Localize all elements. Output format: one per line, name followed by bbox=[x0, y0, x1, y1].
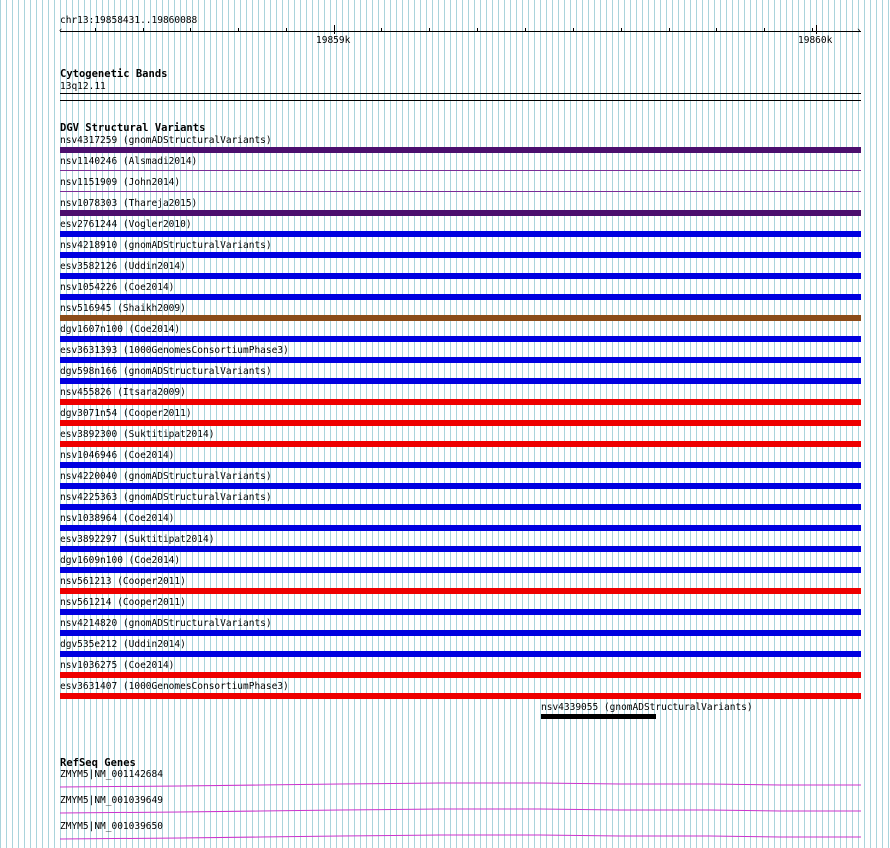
ruler-minor-tick bbox=[669, 28, 670, 32]
variant-feature[interactable] bbox=[60, 651, 861, 657]
gene-feature[interactable] bbox=[60, 780, 861, 790]
variant-label: nsv1078303 (Thareja2015) bbox=[60, 198, 198, 209]
ruler-minor-tick bbox=[143, 28, 144, 32]
variant-label: nsv1038964 (Coe2014) bbox=[60, 513, 175, 524]
ruler-minor-tick bbox=[381, 28, 382, 32]
ruler-minor-tick bbox=[573, 28, 574, 32]
variant-feature[interactable] bbox=[60, 672, 861, 678]
variant-label: dgv1607n100 (Coe2014) bbox=[60, 324, 181, 335]
ruler-right-arrow-icon: › bbox=[856, 26, 862, 36]
variant-label: nsv455826 (Itsara2009) bbox=[60, 387, 186, 398]
ruler-minor-tick bbox=[716, 28, 717, 32]
gene-feature[interactable] bbox=[60, 832, 861, 842]
variant-feature-nsv4339055[interactable] bbox=[541, 714, 656, 719]
variant-label: nsv1151909 (John2014) bbox=[60, 177, 181, 188]
ruler-major-tick bbox=[334, 25, 335, 34]
variant-feature[interactable] bbox=[60, 504, 861, 510]
ruler-minor-tick bbox=[525, 28, 526, 32]
variant-label: esv3631393 (1000GenomesConsortiumPhase3) bbox=[60, 345, 289, 356]
variant-feature[interactable] bbox=[60, 525, 861, 531]
variant-label: esv3892300 (Suktitipat2014) bbox=[60, 429, 215, 440]
ruler-major-tick bbox=[816, 25, 817, 34]
variant-label: nsv4214820 (gnomADStructuralVariants) bbox=[60, 618, 272, 629]
variant-feature[interactable] bbox=[60, 315, 861, 321]
cytoband-bar[interactable] bbox=[60, 93, 861, 94]
variant-label: dgv3071n54 (Cooper2011) bbox=[60, 408, 192, 419]
variant-label: esv3631407 (1000GenomesConsortiumPhase3) bbox=[60, 681, 289, 692]
variant-label: nsv4317259 (gnomADStructuralVariants) bbox=[60, 135, 272, 146]
variant-feature[interactable] bbox=[60, 567, 861, 573]
variant-feature[interactable] bbox=[60, 441, 861, 447]
variant-label: nsv1046946 (Coe2014) bbox=[60, 450, 175, 461]
variant-label: dgv598n166 (gnomADStructuralVariants) bbox=[60, 366, 272, 377]
tick-label-19860k: 19860k bbox=[798, 35, 833, 46]
gene-label: ZMYM5|NM_001039649 bbox=[60, 795, 163, 806]
refseq-track-title: RefSeq Genes bbox=[60, 757, 136, 769]
gene-label: ZMYM5|NM_001142684 bbox=[60, 769, 163, 780]
variant-feature[interactable] bbox=[60, 294, 861, 300]
variant-label: nsv4220040 (gnomADStructuralVariants) bbox=[60, 471, 272, 482]
variant-feature[interactable] bbox=[60, 399, 861, 405]
variant-feature[interactable] bbox=[60, 588, 861, 594]
variant-label: nsv561213 (Cooper2011) bbox=[60, 576, 186, 587]
variant-feature[interactable] bbox=[60, 483, 861, 489]
variant-feature[interactable] bbox=[60, 420, 861, 426]
tick-label-19859k: 19859k bbox=[316, 35, 351, 46]
variant-feature[interactable] bbox=[60, 630, 861, 636]
ruler-minor-tick bbox=[286, 28, 287, 32]
variant-label: nsv1054226 (Coe2014) bbox=[60, 282, 175, 293]
variant-label: nsv516945 (Shaikh2009) bbox=[60, 303, 186, 314]
variant-label: nsv1036275 (Coe2014) bbox=[60, 660, 175, 671]
variant-feature[interactable] bbox=[60, 191, 861, 192]
variant-feature[interactable] bbox=[60, 693, 861, 699]
gene-feature[interactable] bbox=[60, 806, 861, 816]
variant-label: esv2761244 (Vogler2010) bbox=[60, 219, 192, 230]
variant-feature[interactable] bbox=[60, 147, 861, 153]
cytoband-bar-bottom bbox=[60, 100, 861, 101]
variant-feature[interactable] bbox=[60, 546, 861, 552]
variant-label: dgv535e212 (Uddin2014) bbox=[60, 639, 186, 650]
ruler-minor-tick bbox=[95, 28, 96, 32]
variant-feature[interactable] bbox=[60, 210, 861, 216]
ruler-minor-tick bbox=[812, 28, 813, 32]
ruler-minor-tick bbox=[190, 28, 191, 32]
variant-feature[interactable] bbox=[60, 336, 861, 342]
variant-feature[interactable] bbox=[60, 252, 861, 258]
location-label: chr13:19858431..19860088 bbox=[60, 15, 198, 26]
variant-label: nsv1140246 (Alsmadi2014) bbox=[60, 156, 198, 167]
variant-feature[interactable] bbox=[60, 273, 861, 279]
variant-label: nsv4225363 (gnomADStructuralVariants) bbox=[60, 492, 272, 503]
variant-feature[interactable] bbox=[60, 231, 861, 237]
variant-feature[interactable] bbox=[60, 170, 861, 171]
dgv-track-title: DGV Structural Variants bbox=[60, 122, 206, 134]
cytoband-label: 13q12.11 bbox=[60, 81, 106, 92]
variant-feature[interactable] bbox=[60, 357, 861, 363]
gene-label: ZMYM5|NM_001039650 bbox=[60, 821, 163, 832]
ruler-minor-tick bbox=[477, 28, 478, 32]
cytoband-track-title: Cytogenetic Bands bbox=[60, 68, 168, 80]
ruler-minor-tick bbox=[764, 28, 765, 32]
variant-label: esv3892297 (Suktitipat2014) bbox=[60, 534, 215, 545]
variant-label: esv3582126 (Uddin2014) bbox=[60, 261, 186, 272]
variant-label: dgv1609n100 (Coe2014) bbox=[60, 555, 181, 566]
variant-feature[interactable] bbox=[60, 462, 861, 468]
ruler-minor-tick bbox=[429, 28, 430, 32]
variant-label: nsv4218910 (gnomADStructuralVariants) bbox=[60, 240, 272, 251]
variant-label-nsv4339055: nsv4339055 (gnomADStructuralVariants) bbox=[541, 702, 753, 713]
ruler-minor-tick bbox=[621, 28, 622, 32]
ruler-minor-tick bbox=[238, 28, 239, 32]
variant-feature[interactable] bbox=[60, 609, 861, 615]
variant-feature[interactable] bbox=[60, 378, 861, 384]
ruler-left-arrow-icon: ‹ bbox=[58, 26, 64, 36]
ruler-axis bbox=[60, 31, 861, 32]
variant-label: nsv561214 (Cooper2011) bbox=[60, 597, 186, 608]
